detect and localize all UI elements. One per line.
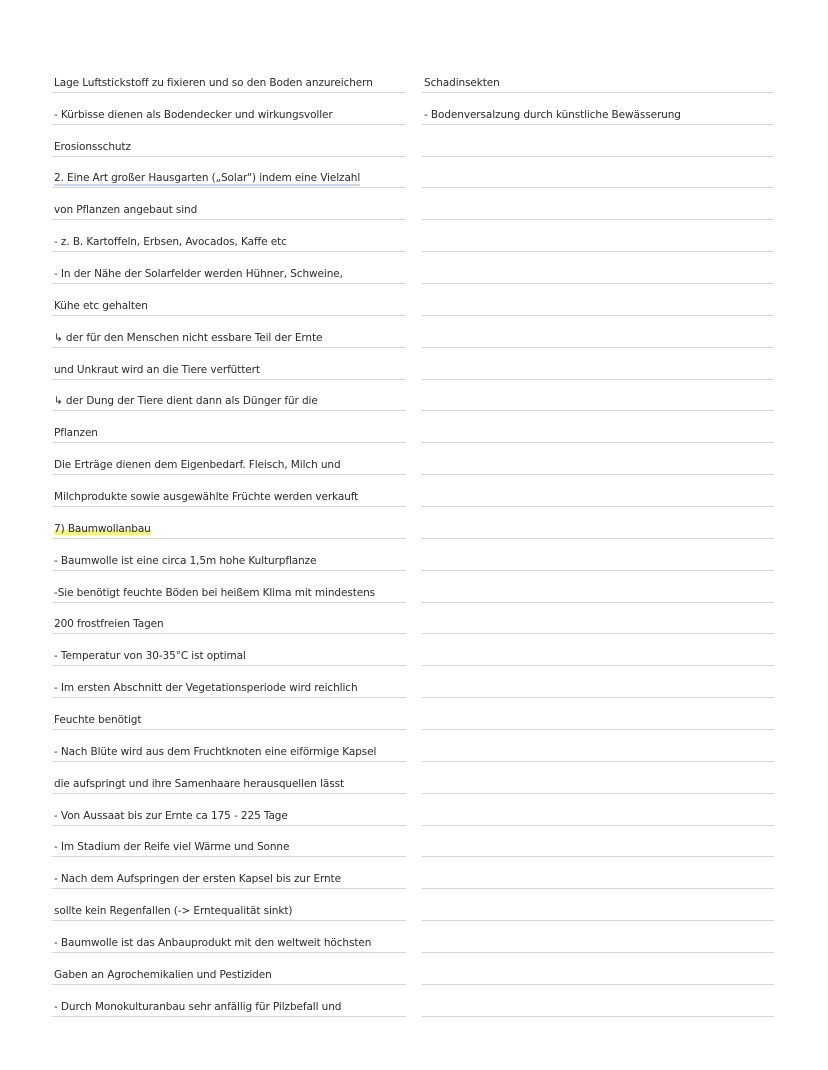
ruled-line [52,348,406,380]
ruled-line [422,666,774,698]
ruled-line [422,889,774,921]
ruled-line [422,921,774,953]
note-text: - z. B. Kartoffeln, Erbsen, Avocados, Kaffe etc [54,236,287,249]
ruled-line [52,475,406,507]
note-text: - Nach Blüte wird aus dem Fruchtknoten eine eiförmige Kapsel [54,745,377,758]
note-text: ↳ der für den Menschen nicht essbare Teil der Ernte [54,331,323,344]
ruled-line [52,125,406,157]
note-text: die aufspringt und ihre Samenhaare herausquellen lässt [54,777,344,790]
ruled-line [52,826,406,858]
note-text: - Baumwolle ist eine circa 1,5m hohe Kulturpflanze [54,554,317,567]
ruled-line [52,411,406,443]
note-text: Milchprodukte sowie ausgewählte Früchte werden verkauft [54,491,359,504]
ruled-line [52,188,406,220]
ruled-line [422,93,774,125]
ruled-line [52,220,406,252]
note-text: 200 frostfreien Tagen [54,618,164,631]
ruled-line [52,634,406,666]
ruled-line [422,762,774,794]
ruled-line [52,539,406,571]
ruled-line [422,985,774,1017]
note-text: 7) Baumwollanbau [54,522,151,535]
note-text: Feuchte benötigt [54,714,142,727]
ruled-line [422,380,774,412]
ruled-line [52,380,406,412]
note-text: und Unkraut wird an die Tiere verfüttert [54,363,260,376]
ruled-line [422,475,774,507]
ruled-line [52,603,406,635]
note-text: - Nach dem Aufspringen der ersten Kapsel bis zur Ernte [54,873,341,886]
ruled-line [422,348,774,380]
ruled-line [422,953,774,985]
note-text: Gaben an Agrochemikalien und Pestiziden [54,968,272,981]
ruled-line [52,698,406,730]
ruled-line [52,252,406,284]
note-text: Lage Luftstickstoff zu fixieren und so den Boden anzureichern [54,76,373,89]
note-text: - Im ersten Abschnitt der Vegetationsperiode wird reichlich [54,682,358,695]
note-text: Erosionsschutz [54,140,131,153]
ruled-line [422,125,774,157]
ruled-line [422,284,774,316]
ruled-line [422,634,774,666]
ruled-line [422,858,774,890]
ruled-line [52,284,406,316]
note-text: - Temperatur von 30-35°C ist optimal [54,650,246,663]
ruled-line [422,411,774,443]
note-text: - Von Aussaat bis zur Ernte ca 175 - 225 Tage [54,809,288,822]
ruled-line [52,507,406,539]
note-text: Kühe etc gehalten [54,299,148,312]
note-text: ↳ der Dung der Tiere dient dann als Dünger für die [54,395,318,408]
ruled-line [52,157,406,189]
ruled-line [422,571,774,603]
ruled-line [422,603,774,635]
ruled-line [422,794,774,826]
ruled-line [52,985,406,1017]
ruled-line [52,61,406,93]
ruled-line [52,762,406,794]
ruled-line [422,188,774,220]
ruled-line [422,826,774,858]
ruled-line [52,953,406,985]
note-text: - In der Nähe der Solarfelder werden Hühner, Schweine, [54,268,343,281]
note-text: - Im Stadium der Reife viel Wärme und Sonne [54,841,290,854]
ruled-line [422,61,774,93]
ruled-line [52,571,406,603]
ruled-line [52,316,406,348]
note-text: - Bodenversalzung durch künstliche Bewässerung [424,108,681,121]
note-text: Pflanzen [54,427,98,440]
ruled-line [422,157,774,189]
note-text: sollte kein Regenfallen (-> Erntequalität sinkt) [54,905,293,918]
ruled-line [52,794,406,826]
ruled-line [52,921,406,953]
ruled-line [52,889,406,921]
ruled-line [422,443,774,475]
ruled-line [422,698,774,730]
note-text: -Sie benötigt feuchte Böden bei heißem Klima mit mindestens [54,586,375,599]
ruled-line [52,730,406,762]
ruled-line [52,858,406,890]
note-text: 2. Eine Art großer Hausgarten („Solar") indem eine Vielzahl [54,172,361,185]
note-text: von Pflanzen angebaut sind [54,204,198,217]
ruled-line [52,93,406,125]
ruled-line [422,316,774,348]
ruled-line [422,220,774,252]
ruled-line [422,507,774,539]
note-text: - Kürbisse dienen als Bodendecker und wirkungsvoller [54,108,333,121]
note-text: Schadinsekten [424,76,500,89]
ruled-line [52,666,406,698]
note-text: - Baumwolle ist das Anbauprodukt mit den weltweit höchsten [54,937,372,950]
note-text: - Durch Monokulturanbau sehr anfällig für Pilzbefall und [54,1000,342,1013]
ruled-line [52,443,406,475]
ruled-line [422,539,774,571]
ruled-line [422,252,774,284]
note-text: Die Erträge dienen dem Eigenbedarf. Fleisch, Milch und [54,459,341,472]
ruled-line [422,730,774,762]
